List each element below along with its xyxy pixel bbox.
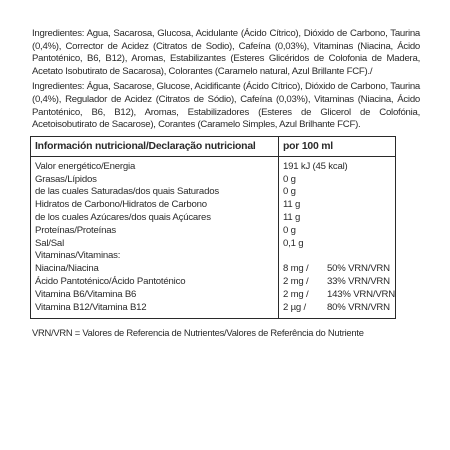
nutrition-table-body (31, 157, 395, 319)
vitamin-pantothenic-vrn: 33% VRN/VRN (327, 275, 390, 287)
vitamin-niacin-vrn: 50% VRN/VRN (327, 263, 390, 275)
nutrient-values-column (279, 157, 395, 319)
vitamin-niacin-label: Niacina/Niacina (35, 263, 99, 275)
header-label: Información nutricional/Declaração nutricional (31, 137, 279, 156)
vitamin-b6-value (283, 289, 395, 302)
salt-label: Sal/Sal (35, 237, 64, 249)
vitamin-pantothenic-label: Ácido Pantoténico/Ácido Pantoténico (35, 275, 186, 287)
saturates-value: 0 g (283, 186, 296, 198)
saturates-label: de las cuales Saturadas/dos quais Saturados (35, 186, 219, 198)
vitamin-b6-label: Vitamina B6/Vitamina B6 (35, 288, 137, 300)
vitamin-niacin-value (283, 263, 390, 276)
vitamin-b6-vrn: 143% VRN/VRN (327, 288, 395, 300)
vitamins-heading: Vitaminas/Vitaminas: (35, 250, 121, 262)
vitamin-b12-value (283, 302, 390, 315)
vitamin-niacin-amount: 8 mg / (283, 263, 309, 275)
carbs-value: 11 g (283, 199, 301, 211)
ingredients-spanish: Ingredientes: Agua, Sacarosa, Glucosa, Acidulante (Ácido Cítrico), Dióxido de Carbono, Taurina (0,4%), Corrector de Acidez (Citratos de Sodio), Cafeína (0,03%), Vitaminas (Niacina, Ácido Pantoténico, B6, B12), Aromas, Estabilizantes (Esteres Glicéridos de Colofonia de Madera, Acetato Isobutirato de Sacarosa), Colorantes (Caramelo natural, Azul Brillante FCF)./ (32, 28, 420, 77)
vitamin-pantothenic-value (283, 276, 390, 289)
sugars-label: de los cuales Azúcares/dos quais Açúcares (35, 211, 211, 223)
nutrition-table (30, 136, 396, 320)
vitamin-b6-amount: 2 mg / (283, 288, 309, 300)
protein-label: Proteínas/Proteínas (35, 224, 116, 236)
energy-label: Valor energético/Energia (35, 160, 136, 172)
nutrition-label (30, 28, 420, 338)
sugars-value: 11 g (283, 211, 301, 223)
vitamin-b12-vrn: 80% VRN/VRN (327, 301, 390, 313)
nutrition-table-header (31, 137, 395, 157)
nutrient-labels-column (31, 157, 279, 319)
ingredients-portuguese: Ingredientes: Água, Sacarose, Glucose, Acidificante (Ácido Cítrico), Dióxido de Carbono, Taurina (0,4%), Regulador de Acidez (Citratos de Sódio), Cafeína (0,03%), Vitaminas (Niacina, Ácido Pantoténico, B6, B12), Aromas, Estabilizadores (Esteres de Glicerol de Colofónia, Acetoisobutirato de Sacarose), Corantes (Caramelo Simples, Azul Brilhante FCF). (32, 81, 420, 131)
vrn-footnote: VRN/VRN = Valores de Referencia de Nutrientes/Valores de Referência do Nutriente (32, 327, 364, 339)
fat-value: 0 g (283, 173, 296, 185)
vitamin-b12-amount: 2 µg / (283, 301, 306, 313)
fat-label: Grasas/Lípidos (35, 173, 97, 185)
salt-value: 0,1 g (283, 237, 304, 249)
header-unit: por 100 ml (283, 140, 333, 152)
vitamins-heading-spacer (283, 250, 395, 263)
vitamin-b12-label: Vitamina B12/Vitamina B12 (35, 301, 147, 313)
protein-value: 0 g (283, 224, 296, 236)
carbs-label: Hidratos de Carbono/Hidratos de Carbono (35, 199, 207, 211)
energy-value: 191 kJ (45 kcal) (283, 160, 348, 172)
vitamin-pantothenic-amount: 2 mg / (283, 275, 309, 287)
